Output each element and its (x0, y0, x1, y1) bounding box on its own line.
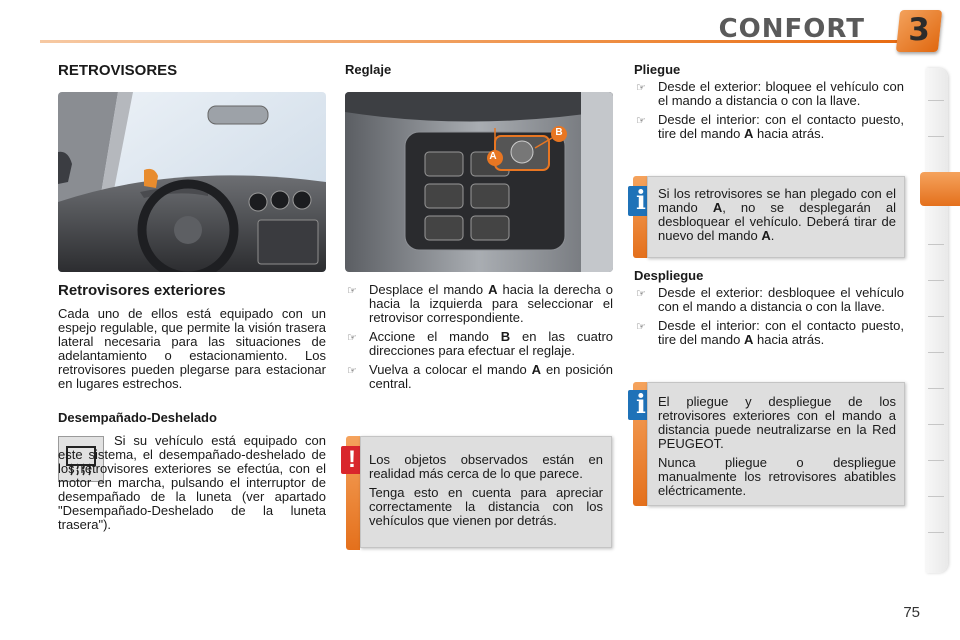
list-item: ☞ Vuelva a colocar el mando A en posición central. (347, 362, 613, 391)
tab-marker (928, 244, 944, 245)
list-item: ☞ Desde el interior: con el contacto puesto, tire del mando A hacia atrás. (636, 112, 904, 141)
list-item: ☞ Accione el mando B en las cuatro direcciones para efectuar el reglaje. (347, 329, 614, 358)
info-text-folded: Si los retrovisores se han plegado con el mando A, no se desplegarán al desbloquear el vehículo. Deberá tirar de nuevo del mando A. (658, 186, 896, 243)
unfold-heading: Despliegue (634, 268, 704, 283)
adjustment-steps-list (345, 283, 613, 396)
exterior-mirrors-heading: Retrovisores exteriores (58, 282, 226, 299)
tab-marker (928, 460, 944, 461)
chapter-tab-strip (926, 68, 948, 573)
chapter-number: 3 (908, 12, 930, 48)
tab-marker (928, 388, 944, 389)
warning-box (360, 436, 612, 548)
list-item: ☞ Desde el interior: con el contacto puesto, tire del mando A hacia atrás. (636, 318, 904, 347)
tab-marker (928, 496, 944, 497)
chapter-title: CONFORT (718, 14, 865, 44)
tab-marker (928, 280, 944, 281)
fold-heading: Pliegue (634, 62, 681, 77)
info-icon: i (628, 186, 654, 216)
tab-marker (928, 100, 944, 101)
tab-marker (928, 136, 944, 137)
warning-text-1: Los objetos observados están en realidad más cerca de lo que parece. (369, 452, 603, 481)
tab-marker (928, 316, 944, 317)
adjustment-heading: Reglaje (345, 62, 392, 77)
pointing-hand-icon: ☞ (347, 332, 357, 344)
pointing-hand-icon: ☞ (636, 321, 646, 333)
mirror-controls-photo (345, 92, 613, 272)
page-number: 75 (903, 604, 920, 621)
info-text-network-1: El pliegue y despliegue de los retrovisores exteriores con el mando a distancia puede neutralizarse en la Red PEUGEOT. (658, 394, 896, 451)
info-box-folded (647, 176, 905, 258)
car-interior-photo (58, 92, 326, 272)
defrost-text: Si su vehículo está equipado con este sistema, el desempañado-deshelado de los retrovisores exteriores se efectúa, con el motor en marcha, pulsando el interruptor de desempañado de la luneta (ver apartado "Desempañado-Deshelado de la luneta trasera"). (58, 433, 326, 532)
exterior-mirrors-text: Cada uno de ellos está equipado con un espejo regulable, que permite la visión trasera lateral necesaria para las situaciones de adelantamiento o estacionamiento. Los retrovisores pueden plegarse para estacionar en lugares estrechos. (58, 306, 326, 391)
pointing-hand-icon: ☞ (347, 285, 357, 297)
pointing-hand-icon: ☞ (347, 365, 357, 377)
pointing-hand-icon: ☞ (636, 82, 646, 94)
tab-marker (928, 352, 944, 353)
defrost-heading: Desempañado-Deshelado (58, 410, 217, 425)
label-control-a: A (489, 151, 497, 162)
list-item: ☞ Desde el exterior: desbloquee el vehículo con el mando a distancia o con la llave. (636, 285, 904, 314)
list-item: ☞ Desplace el mando A hacia la derecha o hacia la izquierda para seleccionar el retrovisor correspondiente. (347, 282, 613, 325)
info-text-network-2: Nunca pliegue o despliegue manualmente los retrovisores abatibles eléctricamente. (658, 455, 896, 498)
fold-steps-list (634, 80, 904, 146)
section-title: RETROVISORES (58, 62, 178, 79)
list-item: ☞ Desde el exterior: bloquee el vehículo con el mando a distancia o con la llave. (636, 79, 904, 108)
warning-text-2: Tenga esto en cuenta para apreciar correctamente la distancia con los vehículos que vienen por detrás. (369, 485, 603, 528)
tab-active-chapter (920, 172, 960, 206)
info-box-network (647, 382, 905, 506)
warning-icon: ! (341, 446, 363, 474)
tab-marker (928, 424, 944, 425)
pointing-hand-icon: ☞ (636, 115, 646, 127)
info-icon: i (628, 390, 654, 420)
label-control-b: B (555, 127, 563, 138)
tab-marker (928, 532, 944, 533)
unfold-steps-list (634, 286, 904, 352)
pointing-hand-icon: ☞ (636, 288, 646, 300)
